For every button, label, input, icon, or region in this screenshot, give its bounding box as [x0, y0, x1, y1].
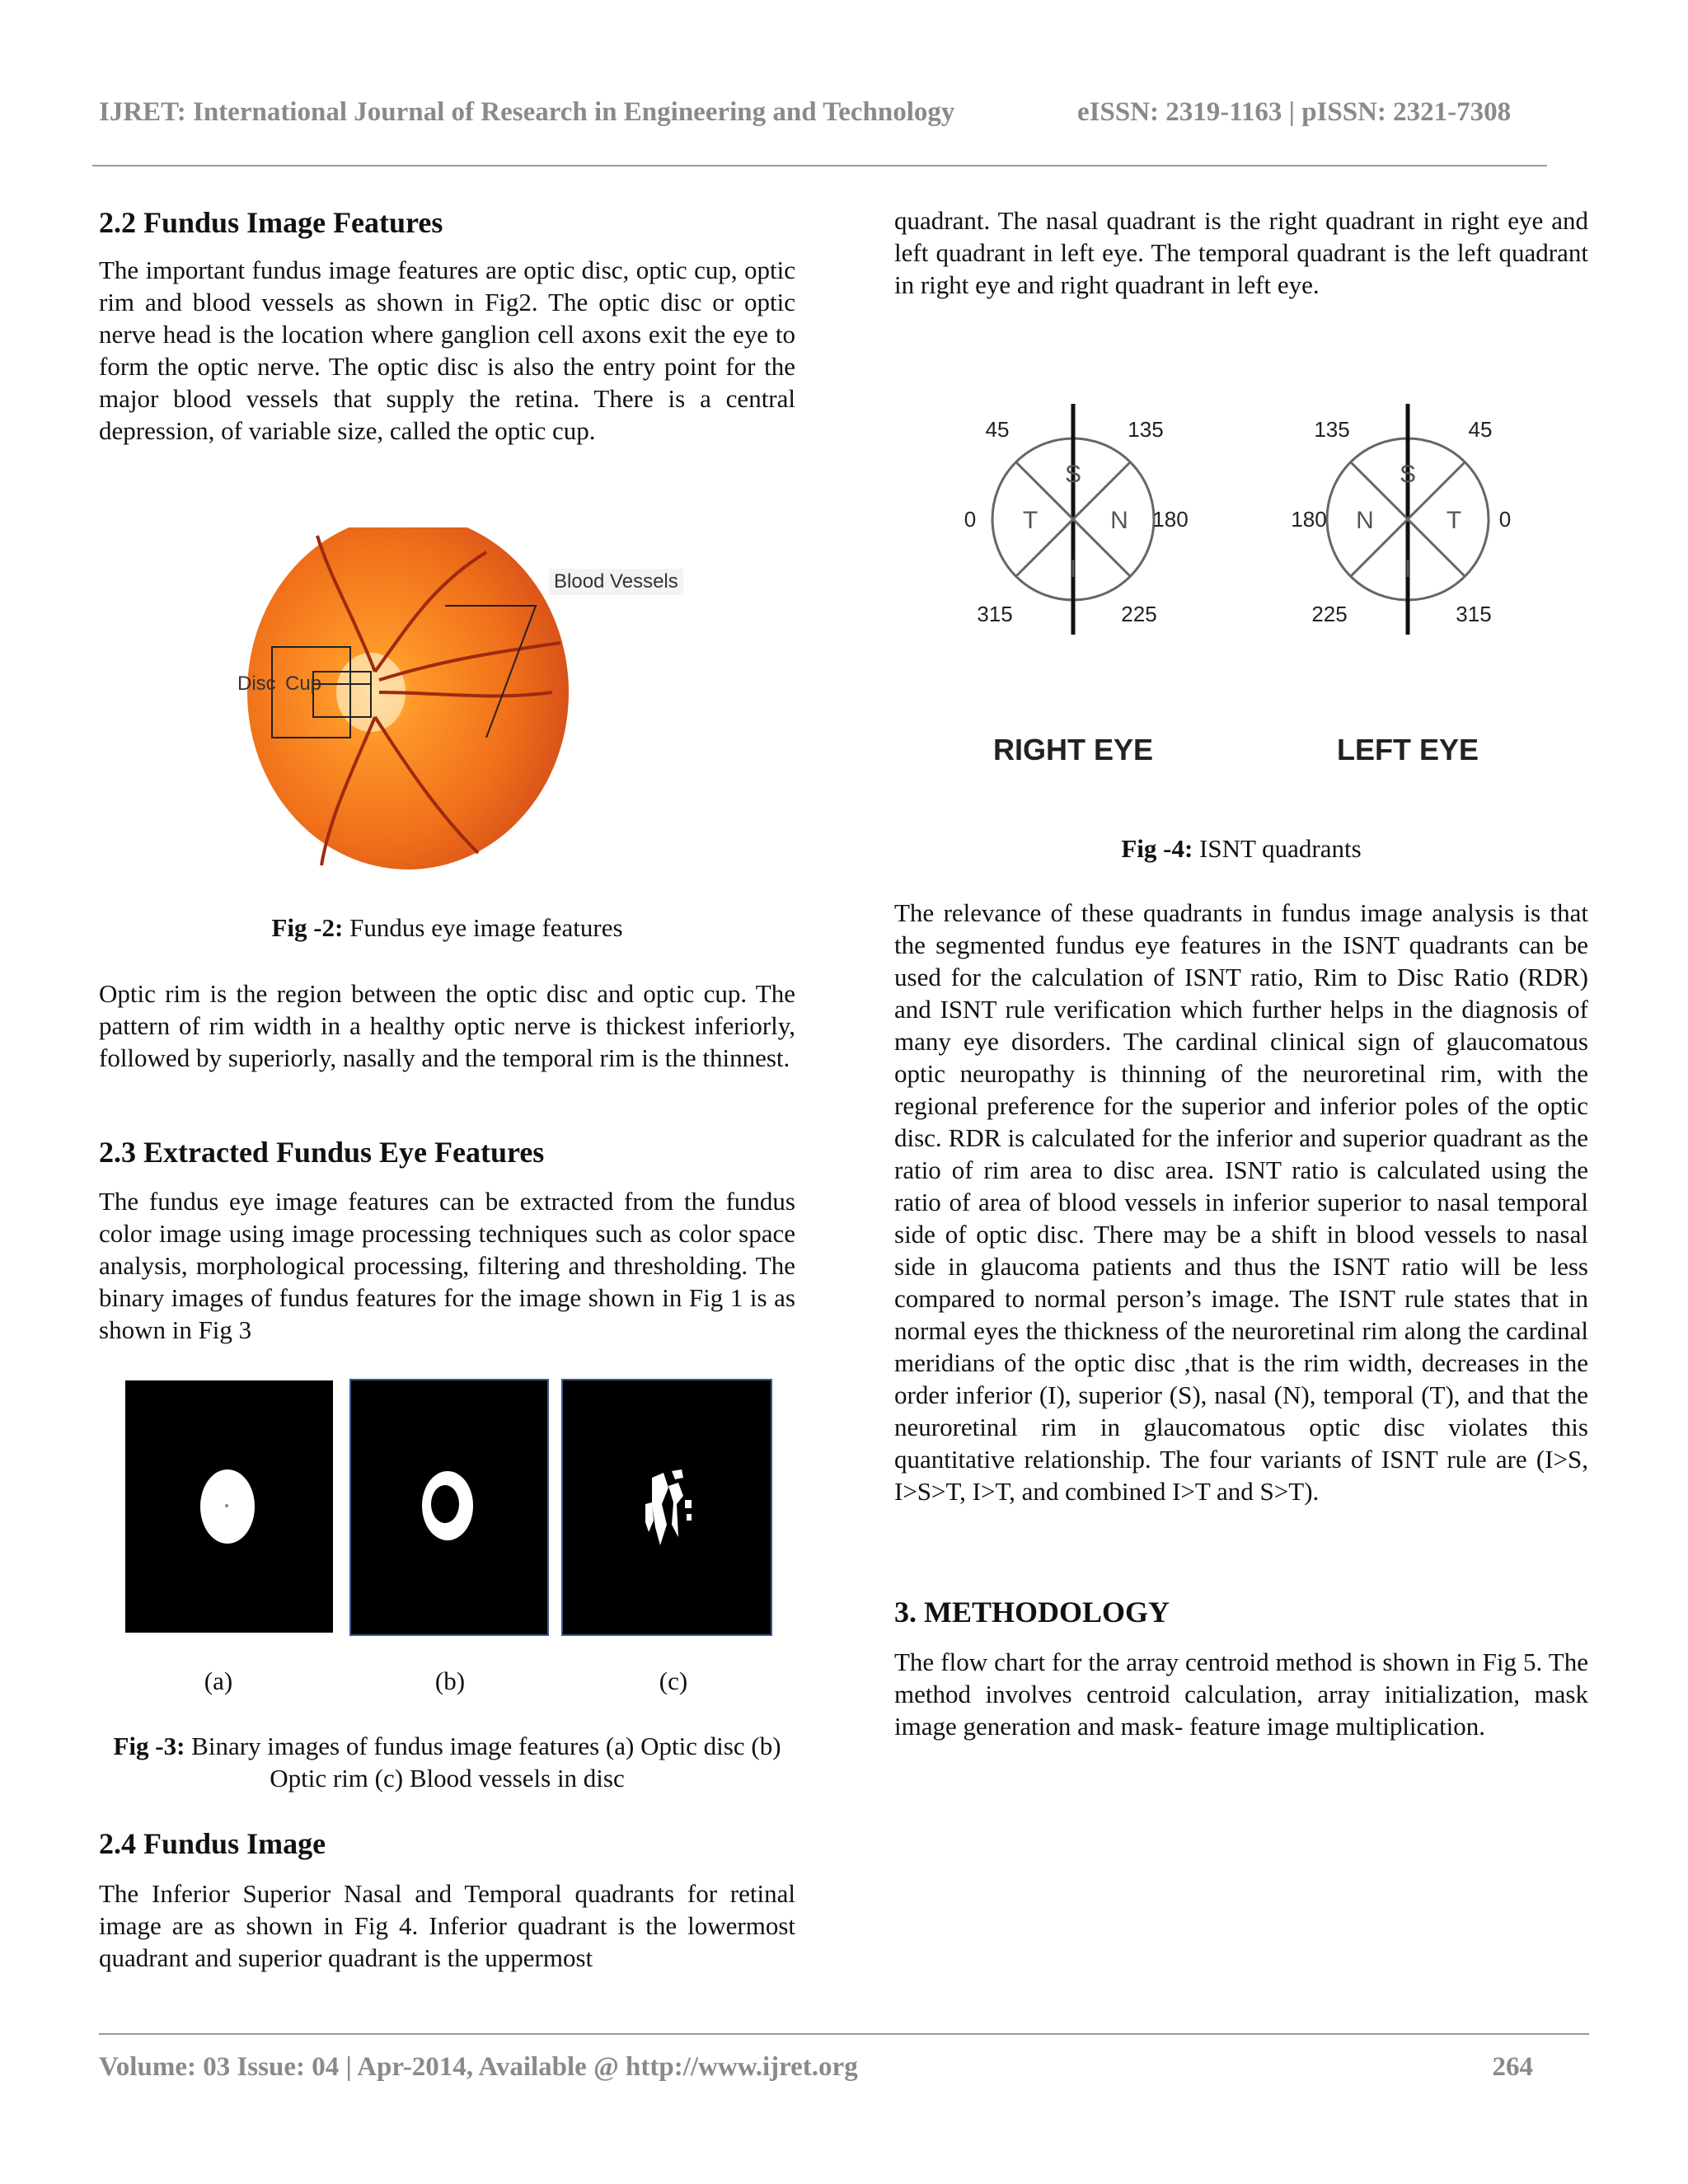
running-footer — [99, 2052, 1533, 2083]
right-eye-title: RIGHT EYE — [992, 733, 1154, 766]
right-eye-diagram — [964, 404, 1189, 766]
section-3-paragraph-1: The flow chart for the array centroid method is shown in Fig 5. The method involves centroid calculation, array initialization, mask image generation and mask- feature image multiplication. — [894, 1647, 1588, 1741]
left-eye-letter-n: N — [1356, 507, 1374, 534]
fig-3-sublabel-b: (b) — [434, 1666, 466, 1695]
fig-4-caption-label: Fig -4: — [1121, 834, 1193, 863]
section-2-3-heading: 2.3 Extracted Fundus Eye Features — [99, 1136, 545, 1169]
left-eye-letter-t: T — [1446, 507, 1462, 534]
fig-3-caption-text: Binary images of fundus image features (a) Optic disc (b) Optic rim (c) Blood vessels in disc — [191, 1732, 781, 1793]
fig-2-caption-text: Fundus eye image features — [349, 913, 623, 942]
fig-4-caption-text: ISNT quadrants — [1199, 834, 1362, 863]
section-2-3-paragraph-1: The fundus eye image features can be extracted from the fundus color image using image processing techniques such as color space analysis, morphological processing, filtering and thresholding. The binary images of fundus features for the image shown in Fig 1 is as shown in Fig 3 — [99, 1187, 795, 1344]
isnt-quadrants-diagram — [956, 350, 1533, 779]
left-eye-angle-225: 225 — [1311, 602, 1348, 626]
blood-vessels-label: Blood Vessels — [549, 569, 683, 595]
right-eye-letter-t: T — [1022, 507, 1039, 534]
right-eye-angle-315: 315 — [977, 602, 1013, 626]
left-eye-title: LEFT EYE — [1336, 733, 1479, 766]
right-eye-letter-s: S — [1064, 461, 1082, 488]
section-2-4-heading: 2.4 Fundus Image — [99, 1827, 326, 1860]
footer-divider — [99, 2033, 1589, 2035]
running-header — [99, 97, 1550, 128]
left-eye-angle-0: 0 — [1498, 507, 1512, 532]
issn-numbers: eISSN: 2319-1163 | pISSN: 2321-7308 — [1077, 97, 1512, 127]
journal-title: IJRET: International Journal of Research in Engineering and Technology — [99, 97, 955, 127]
right-eye-letter-i: I — [1069, 555, 1077, 583]
right-eye-angle-135: 135 — [1128, 417, 1164, 442]
fig-3-caption-label: Fig -3: — [113, 1732, 185, 1760]
section-2-2-heading: 2.2 Fundus Image Features — [99, 206, 443, 239]
cup-label: Cup — [285, 673, 322, 695]
right-eye-angle-0: 0 — [964, 507, 977, 532]
section-2-4-paragraph-1: The Inferior Superior Nasal and Temporal quadrants for retinal image are as shown in Fig 4. Inferior quadrant is the lowermost quadrant and superior quadrant is the uppermost — [99, 1879, 795, 1972]
fig-2-caption — [99, 912, 795, 944]
binary-image-optic-disc — [125, 1380, 333, 1633]
fig-2-caption-label: Fig -2: — [271, 913, 344, 942]
volume-info: Volume: 03 Issue: 04 | Apr-2014, Available @ http://www.ijret.org — [99, 2052, 858, 2082]
right-eye-angle-180: 180 — [1152, 507, 1189, 532]
page-number: 264 — [1492, 2052, 1533, 2082]
fig-4-caption — [894, 832, 1588, 865]
section-3-heading: 3. METHODOLOGY — [894, 1596, 1170, 1629]
left-eye-angle-45: 45 — [1468, 417, 1493, 442]
left-eye-letter-s: S — [1399, 461, 1417, 488]
left-eye-angle-180: 180 — [1291, 507, 1327, 532]
fundus-figure — [231, 527, 692, 874]
section-2-2-paragraph-1: The important fundus image features are optic disc, optic cup, optic rim and blood vessels as shown in Fig2. The optic disc or optic nerve head is the location where ganglion cell axons exit the eye to form the optic nerve. The optic disc is also the entry point for the major blood vessels that supply the retina. There is a central depression, of variable size, called the optic cup. — [99, 255, 795, 445]
right-eye-angle-225: 225 — [1121, 602, 1157, 626]
binary-image-blood-vessels — [561, 1379, 772, 1636]
fig-3-sublabel-c: (c) — [659, 1666, 688, 1695]
disc-label: Disc — [237, 673, 276, 695]
header-divider — [92, 165, 1547, 166]
fig-3-caption — [99, 1730, 795, 1794]
left-eye-angle-135: 135 — [1314, 417, 1350, 442]
quadrant-relevance-paragraph: The relevance of these quadrants in fundus image analysis is that the segmented fundus eye features in the ISNT quadrants can be used for the calculation of ISNT ratio, Rim to Disc Ratio (RDR) and ISNT rule verification which further helps in the diagnosis of many eye disorders. The cardinal clinical sign of glaucomatous optic neuropathy is thinning of the neuroretinal rim, with the regional preference for the superior and inferior poles of the optic disc. RDR is calculated for the inferior and superior quadrant as the ratio of rim area to disc area. ISNT ratio is calculated using the ratio of area of blood vessels in inferior superior to nasal temporal side of optic disc. There may be a shift in blood vessels to nasal side in glaucoma patients and thus the ISNT ratio will be less compared to normal person’s image. The ISNT rule states that in normal eyes the thickness of the neuroretinal rim along the cardinal meridians of the optic disc ,that is the rim width, decreases in the order inferior (I), superior (S), nasal (N), temporal (T), and that the neuroretinal rim in glaucomatous optic disc violates this quantitative relationship. The four variants of ISNT rule are (I>S, I>S>T, I>T, and combined I>T and S>T). — [894, 898, 1588, 1506]
left-eye-diagram — [1291, 404, 1511, 766]
right-eye-letter-n: N — [1110, 507, 1128, 534]
binary-image-optic-rim — [349, 1379, 549, 1636]
quadrant-paragraph-continued: quadrant. The nasal quadrant is the right quadrant in right eye and left quadrant in left eye. The temporal quadrant is the left quadrant in right eye and right quadrant in left eye. — [894, 206, 1588, 299]
fig-3-sublabel-a: (a) — [204, 1666, 233, 1695]
left-eye-angle-315: 315 — [1456, 602, 1492, 626]
right-eye-angle-45: 45 — [985, 417, 1010, 442]
left-eye-letter-i: I — [1404, 555, 1412, 583]
section-2-2-paragraph-2: Optic rim is the region between the optic disc and optic cup. The pattern of rim width in a healthy optic nerve is thickest inferiorly, followed by superiorly, nasally and the temporal rim is the thinnest. — [99, 979, 795, 1072]
